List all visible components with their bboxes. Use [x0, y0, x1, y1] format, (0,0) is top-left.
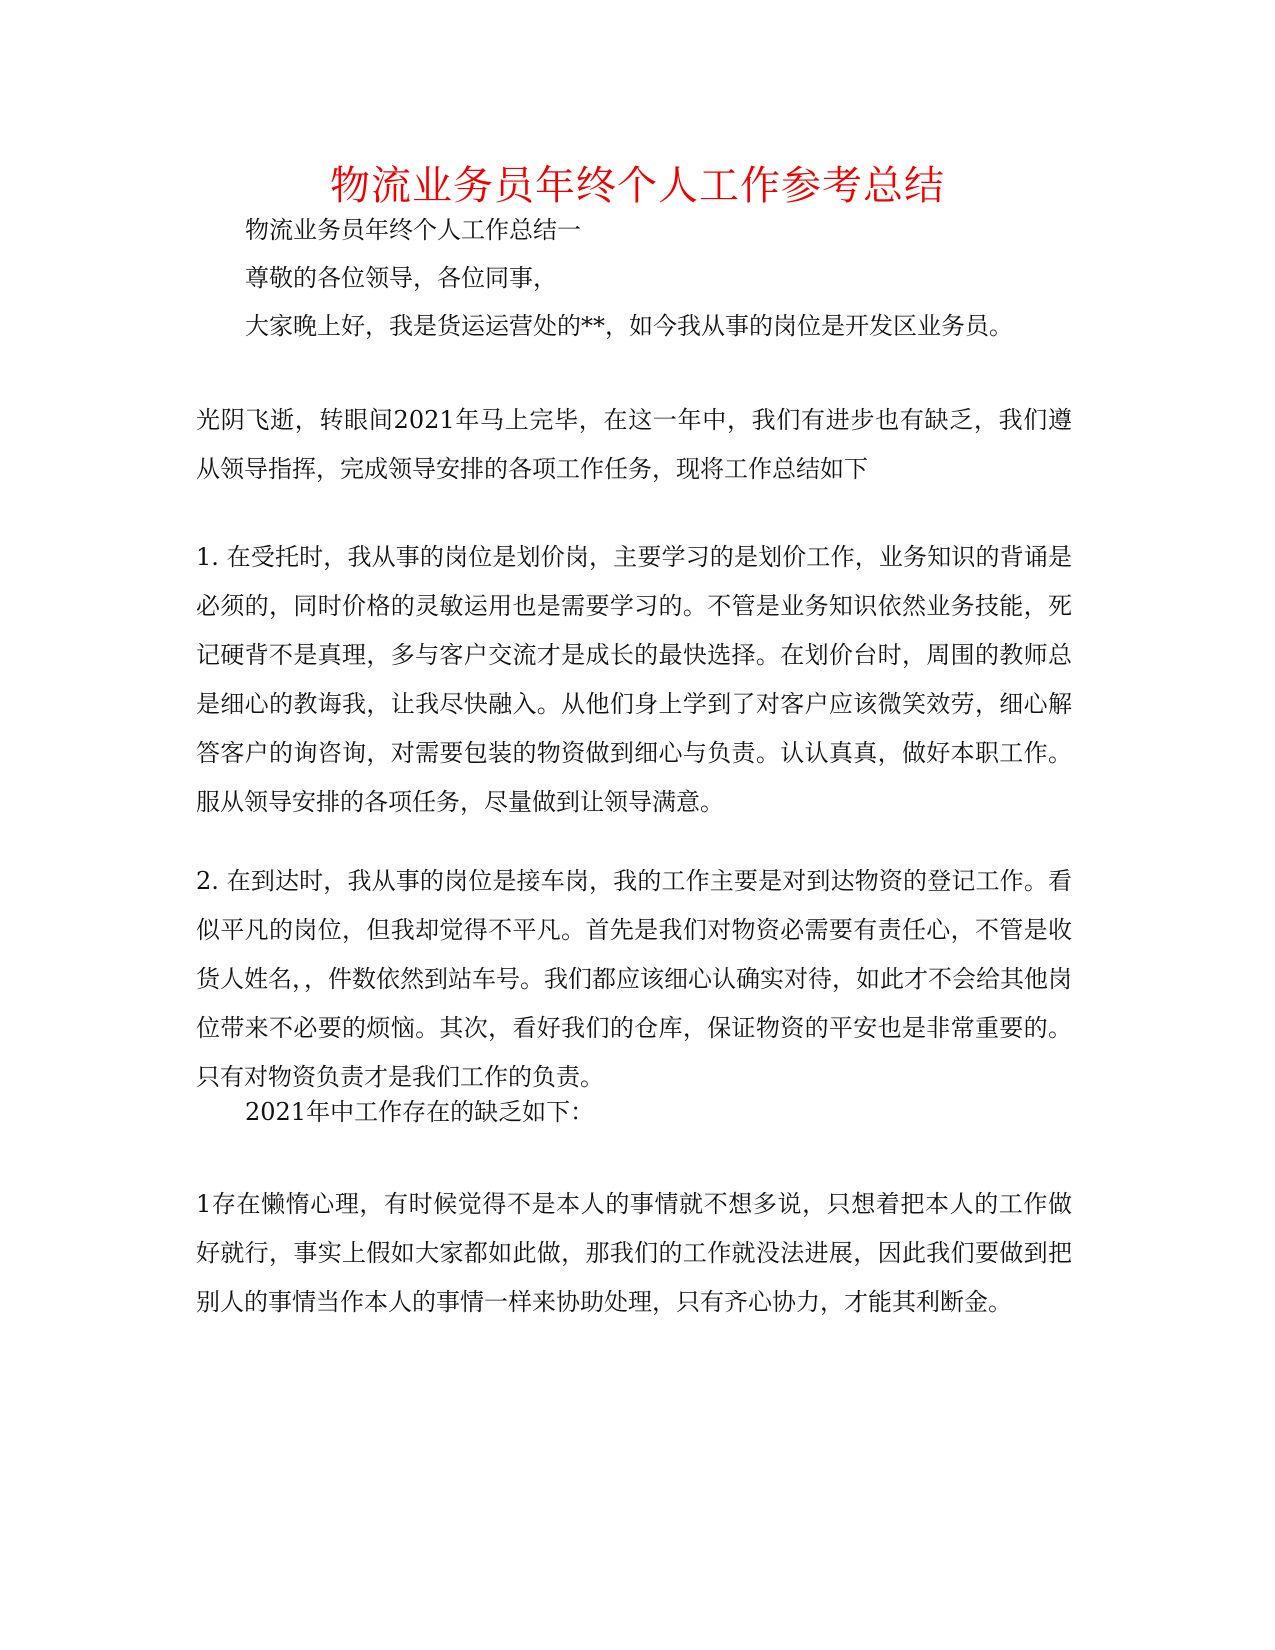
greeting-line: 尊敬的各位领导，各位同事， [245, 264, 557, 292]
document-title: 物流业务员年终个人工作参考总结 [330, 163, 945, 209]
paragraph-receiving-post: 2. 在到达时，我从事的岗位是接车岗，我的工作主要是对到达物资的登记工作。看似平凡的岗位，但我却觉得不平凡。首先是我们对物资必需要有责任心，不管是收货人姓名，，件数依然到站车号。我们都应该细心认确实对待，如此才不会给其他岗位带来不必要的烦恼。其次，看好我们的仓库，保证物资的平安也是非常重要的。只有对物资负责才是我们工作的负责。 [196, 867, 1072, 1091]
shortcomings-heading: 2021年中工作存在的缺乏如下： [245, 1098, 595, 1126]
paragraph-pricing-post: 1. 在受托时，我从事的岗位是划价岗，主要学习的是划价工作，业务知识的背诵是必须的，同时价格的灵敏运用也是需要学习的。不管是业务知识依然业务技能，死记硬背不是真理，多与客户交流才是成长的最快选择。在划价台时，周围的教师总是细心的教诲我，让我尽快融入。从他们身上学到了对客户应该微笑效劳，细心解答客户的询咨询，对需要包装的物资做到细心与负责。认认真真，做好本职工作。服从领导安排的各项任务，尽量做到让领导满意。 [196, 543, 1072, 816]
paragraph-shortcoming-1: 1存在懒惰心理，有时候觉得不是本人的事情就不想多说，只想着把本人的工作做好就行，事实上假如大家都如此做，那我们的工作就没法进展，因此我们要做到把别人的事情当作本人的事情一样来协助处理，只有齐心协力，才能其利断金。 [196, 1190, 1072, 1316]
paragraph-summary: 光阴飞逝，转眼间2021年马上完毕，在这一年中，我们有进步也有缺乏，我们遵从领导指挥，完成领导安排的各项工作任务，现将工作总结如下 [196, 406, 1072, 483]
document-subtitle: 物流业务员年终个人工作总结一 [245, 216, 581, 244]
intro-line: 大家晚上好，我是货运运营处的**，如今我从事的岗位是开发区业务员。 [245, 312, 1013, 340]
